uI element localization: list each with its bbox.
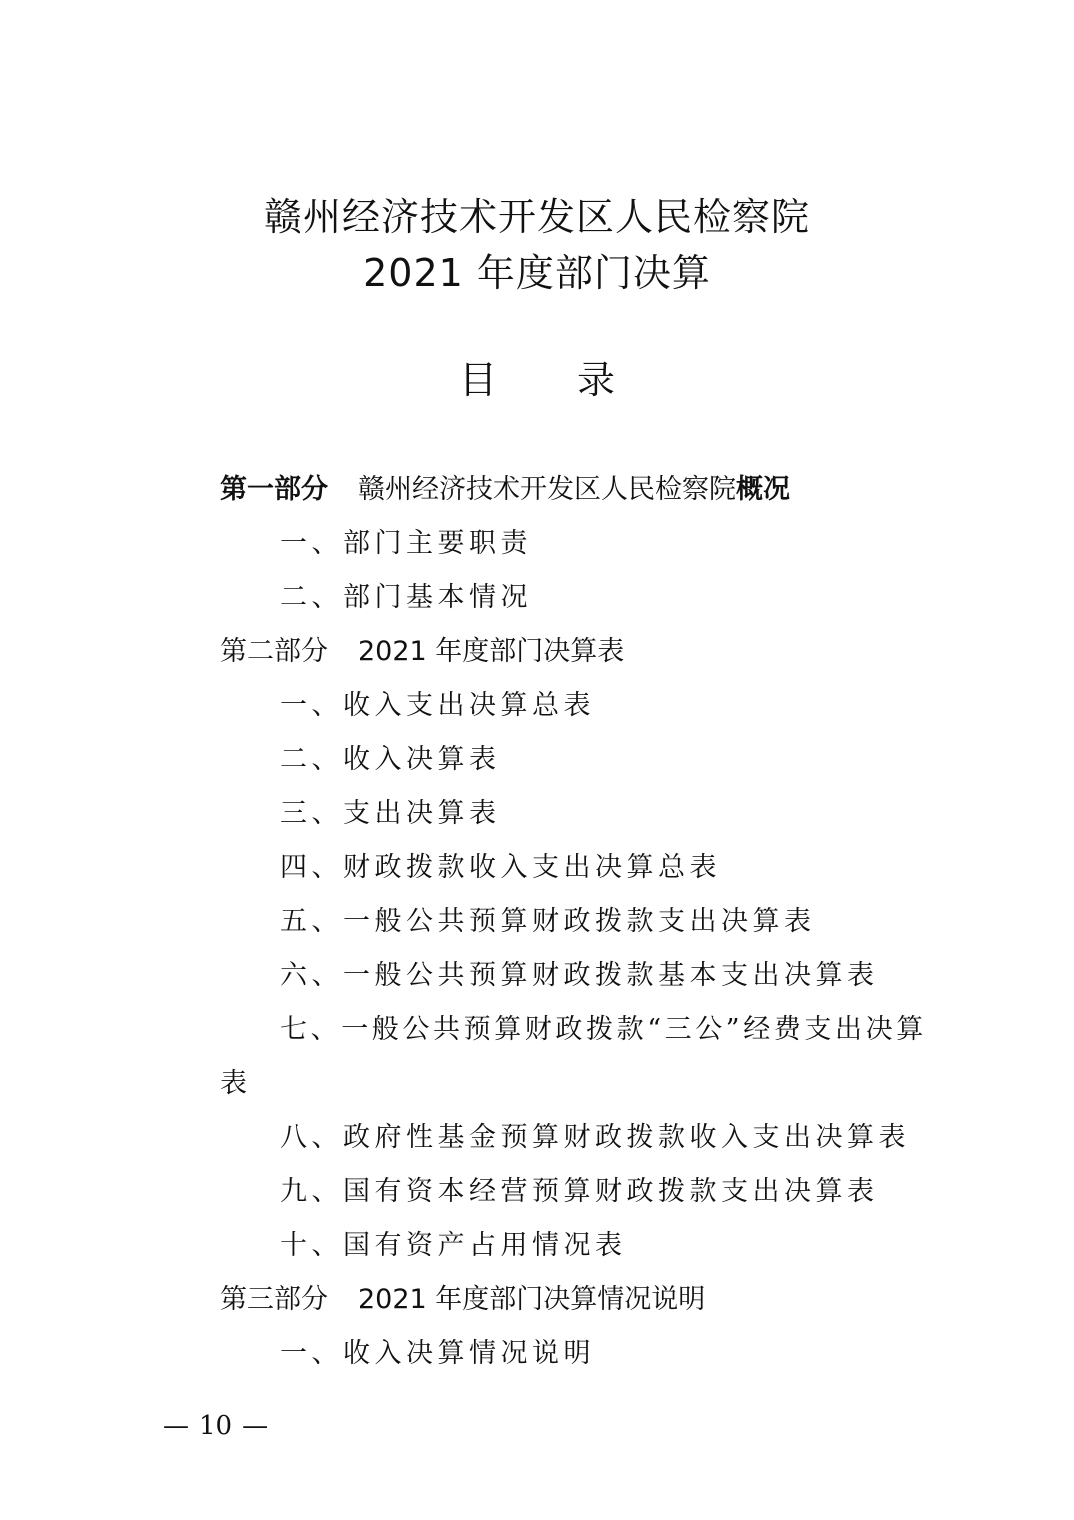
toc-part-2: [220, 636, 624, 668]
document-title-line-1: 赣州经济技术开发区人民检察院: [263, 195, 810, 239]
toc-item: 八、政府性基金预算财政拨款收入支出决算表: [280, 1122, 910, 1153]
toc-part-3: [220, 1284, 705, 1316]
page-number: [163, 1410, 268, 1442]
page-number-right-dash: —: [242, 1411, 269, 1441]
toc-heading-char-2: 录: [577, 358, 616, 402]
toc-item: 十、国有资产占用情况表: [280, 1230, 627, 1261]
toc-item: 七、一般公共预算财政拨款“三公”经费支出决算: [280, 1014, 927, 1045]
toc-item: 三、支出决算表: [280, 798, 501, 829]
part-1-title: 赣州经济技术开发区人民检察院: [358, 474, 736, 505]
page-number-value: 10: [199, 1411, 233, 1441]
part-3-label: 第三部分: [220, 1284, 328, 1315]
toc-item: 六、一般公共预算财政拨款基本支出决算表: [280, 960, 879, 991]
part-1-label: 第一部分: [220, 474, 328, 505]
toc-heading: [0, 358, 1074, 402]
part-2-label: 第二部分: [220, 636, 328, 667]
page-number-left-dash: —: [163, 1411, 189, 1441]
toc-item: 二、收入决算表: [280, 744, 501, 775]
toc-item: 一、收入支出决算总表: [280, 690, 595, 721]
part-2-title: 2021 年度部门决算表: [358, 636, 625, 667]
toc-item: 五、一般公共预算财政拨款支出决算表: [280, 906, 816, 937]
toc-item: 一、收入决算情况说明: [280, 1338, 595, 1369]
toc-item: 二、部门基本情况: [280, 582, 532, 613]
toc-item-continuation: 表: [220, 1068, 247, 1099]
document-title-line-2: 2021 年度部门决算: [363, 251, 711, 295]
toc-part-1: [220, 474, 790, 506]
toc-item: 一、部门主要职责: [280, 528, 532, 559]
toc-heading-char-1: 目: [458, 358, 497, 402]
toc-item: 九、国有资本经营预算财政拨款支出决算表: [280, 1176, 879, 1207]
toc-item: 四、财政拨款收入支出决算总表: [280, 852, 721, 883]
part-3-title: 2021 年度部门决算情况说明: [358, 1284, 706, 1315]
part-1-title-bold-tail: 概况: [736, 474, 790, 505]
